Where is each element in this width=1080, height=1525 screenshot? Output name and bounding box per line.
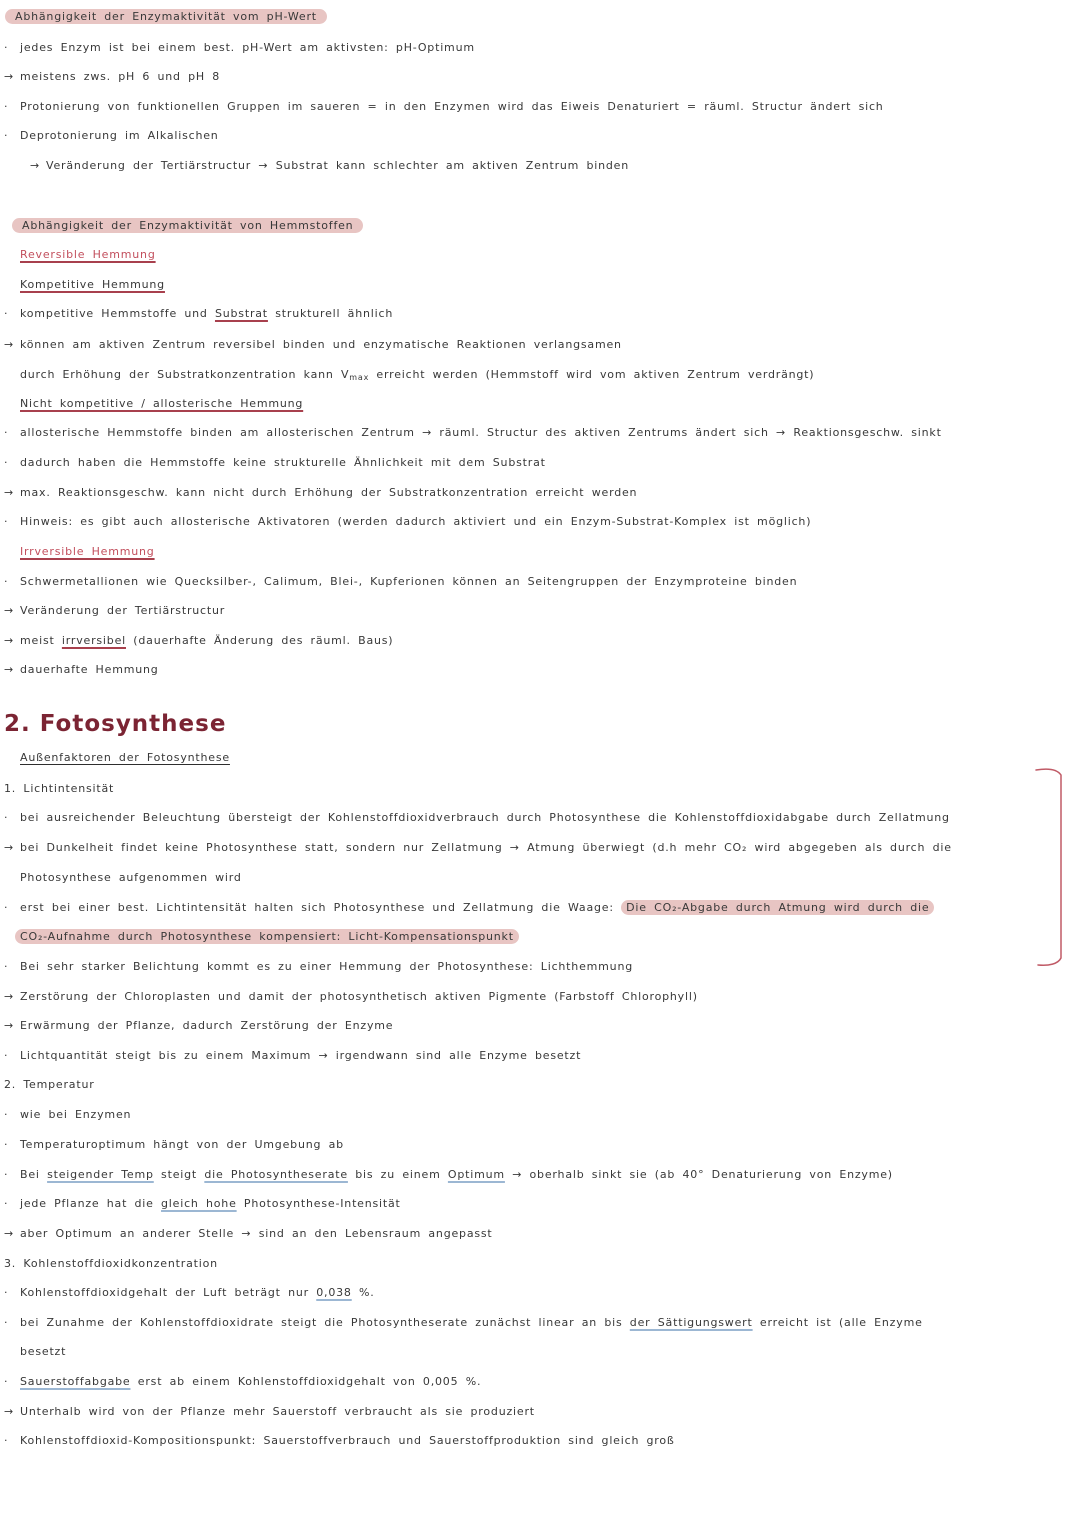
note-line [4,69,220,85]
note-line [4,840,952,856]
note-text: dauerhafte Hemmung [20,663,159,676]
bullet-marker: · [4,129,9,142]
subheading-reversible [20,247,156,263]
highlighted-text: CO₂-Aufnahme durch Photosynthese kompensiert: Licht-Kompensationspunkt [15,929,519,944]
note-line [4,633,393,649]
note-line [4,959,633,975]
note-text: %. [351,1286,375,1299]
highlighted-heading: Abhängigkeit der Enzymaktivität von Hemmstoffen [12,218,363,233]
note-text: Veränderung der Tertiärstructur → Substrat kann schlechter am aktiven Zentrum binden [46,159,630,172]
note-text: Veränderung der Tertiärstructur [20,604,226,617]
section-heading-ph [5,9,327,25]
chapter-title: 2. Fotosynthese [4,711,227,737]
note-line [4,1167,893,1183]
note-line [4,603,225,619]
note-line [4,40,475,56]
bullet-marker: · [4,41,9,54]
note-text: kompetitive Hemmstoffe und [20,307,215,320]
subheading-irreversible [20,544,155,560]
note-text: strukturell ähnlich [267,307,394,320]
note-line [4,455,546,471]
note-text: Schwermetallionen wie Quecksilber-, Calimum, Blei-, Kupferionen können an Seitengruppen der Enzymproteine binden [20,575,798,588]
arrow-marker: → [4,70,15,83]
note-text: erst bei einer best. Lichtintensität halten sich Photosynthese und Zellatmung die Waage: [20,901,622,914]
note-line [4,1048,581,1064]
note-text: meistens zws. pH 6 und pH 8 [20,70,221,83]
note-text: → oberhalb sinkt sie (ab 40° Denaturierung von Enzyme) [504,1168,893,1181]
note-text: allosterische Hemmstoffe binden am allosterischen Zentrum → räuml. Structur des aktiven Zentrums ändert sich → Reaktionsgeschw. sinkt [20,426,942,439]
bullet-marker: · [4,811,9,824]
note-line [4,1404,535,1420]
numbered-heading-text: 1. Lichtintensität [4,782,115,795]
note-line [4,425,942,441]
note-line [4,1196,401,1212]
note-text: bis zu einem [347,1168,448,1181]
note-text: Deprotonierung im Alkalischen [20,129,219,142]
note-text: können am aktiven Zentrum reversibel binden und enzymatische Reaktionen verlangsamen [20,338,622,351]
arrow-marker: → [4,1405,15,1418]
arrow-marker: → [4,663,15,676]
note-line [4,989,698,1005]
bullet-marker: · [4,1168,9,1181]
bullet-marker: · [4,901,9,914]
bullet-marker: · [4,1434,9,1447]
note-line [20,870,242,886]
underlined-term: Sauerstoffabgabe [20,1375,131,1388]
note-line [4,1107,131,1123]
note-text: Photosynthese aufgenommen wird [20,871,242,884]
note-text: meist [20,634,62,647]
underlined-term: irrversibel [61,634,126,647]
note-line [4,485,637,501]
highlighted-text: Die CO₂-Abgabe durch Atmung wird durch die [621,900,934,915]
note-text: besetzt [20,1345,67,1358]
subheading-text: Nicht kompetitive / allosterische Hemmung [20,397,304,410]
note-line [4,1018,393,1034]
right-bracket-icon [1030,764,1070,970]
highlighted-heading: Abhängigkeit der Enzymaktivität vom pH-Wert [5,9,327,24]
numbered-heading [4,781,114,797]
subheading-text: Kompetitive Hemmung [20,278,165,291]
bullet-marker: · [4,1286,9,1299]
note-line [4,1433,675,1449]
bullet-marker: · [4,1138,9,1151]
note-text: Erwärmung der Pflanze, dadurch Zerstörung der Enzyme [20,1019,394,1032]
underlined-term: der Sättigungswert [629,1316,753,1329]
note-line [20,1344,66,1360]
bullet-marker: · [4,515,9,528]
bullet-marker: · [4,426,9,439]
note-line [4,1374,481,1390]
arrow-marker: → [4,841,15,854]
note-text: wie bei Enzymen [20,1108,132,1121]
note-line [4,128,219,144]
note-text: jedes Enzym ist bei einem best. pH-Wert am aktivsten: pH-Optimum [20,41,475,54]
arrow-marker: → [4,1019,15,1032]
note-text: Lichtquantität steigt bis zu einem Maximum → irgendwann sind alle Enzyme besetzt [20,1049,582,1062]
note-line [4,514,811,530]
note-line [4,574,797,590]
note-line [4,1137,344,1153]
bullet-marker: · [4,1108,9,1121]
bullet-marker: · [4,1197,9,1210]
section-heading-inhibitors [12,218,363,234]
numbered-heading-text: 3. Kohlenstoffdioxidkonzentration [4,1257,218,1270]
note-text: steigt [153,1168,205,1181]
underlined-term: die Photosyntheserate [204,1168,348,1181]
note-text: Zerstörung der Chloroplasten und damit der photosynthetisch aktiven Pigmente (Farbstoff Chlorophyll) [20,990,698,1003]
subheading-noncompetitive [20,396,303,412]
subheading-competitive [20,277,165,293]
arrow-marker: → [30,159,41,172]
note-text: jede Pflanze hat die [20,1197,162,1210]
note-line [4,810,950,826]
bullet-marker: · [4,1375,9,1388]
note-text: erreicht werden (Hemmstoff wird vom aktiven Zentrum verdrängt) [369,368,815,381]
note-text: dadurch haben die Hemmstoffe keine strukturelle Ähnlichkeit mit dem Substrat [20,456,546,469]
note-text: Protonierung von funktionellen Gruppen im saueren = in den Enzymen wird das Eiweis Denaturiert = räuml. Structur ändert sich [20,100,884,113]
subheading-text: Irrversible Hemmung [20,545,155,558]
note-text: max. Reaktionsgeschw. kann nicht durch Erhöhung der Substratkonzentration erreicht werden [20,486,638,499]
note-line [4,1226,493,1242]
note-text: durch Erhöhung der Substratkonzentration kann V [20,368,350,381]
note-text: Photosynthese-Intensität [236,1197,401,1210]
bullet-marker: · [4,575,9,588]
note-text: Bei sehr starker Belichtung kommt es zu einer Hemmung der Photosynthese: Lichthemmung [20,960,633,973]
note-line [4,1315,923,1331]
underlined-term: Substrat [214,307,268,320]
subheading-external-factors [20,750,230,766]
note-text: (dauerhafte Änderung des räuml. Baus) [126,634,394,647]
note-text: bei Zunahme der Kohlenstoffdioxidrate steigt die Photosyntheserate zunächst linear an bis [20,1316,630,1329]
underlined-term: steigender Temp [47,1168,154,1181]
note-line [15,929,519,945]
note-text: Unterhalb wird von der Pflanze mehr Sauerstoff verbraucht als sie produziert [20,1405,535,1418]
note-text: Bei [20,1168,48,1181]
note-text: bei Dunkelheit findet keine Photosynthese statt, sondern nur Zellatmung → Atmung überwiegt (d.h mehr CO₂ wird abgegeben als durch die [20,841,952,854]
note-text: Temperaturoptimum hängt von der Umgebung ab [20,1138,344,1151]
arrow-marker: → [4,486,15,499]
underlined-term: gleich hohe [161,1197,237,1210]
bullet-marker: · [4,1316,9,1329]
bullet-marker: · [4,307,9,320]
arrow-marker: → [4,634,15,647]
note-text: erst ab einem Kohlenstoffdioxidgehalt von 0,005 %. [130,1375,482,1388]
note-text: Kohlenstoffdioxid-Kompositionspunkt: Sauerstoffverbrauch und Sauerstoffproduktion sind gleich groß [20,1434,675,1447]
arrow-marker: → [4,604,15,617]
note-text: bei ausreichender Beleuchtung übersteigt der Kohlenstoffdioxidverbrauch durch Photosynthese die Kohlenstoffdioxidabgabe durch Zellatmung [20,811,950,824]
arrow-marker: → [4,338,15,351]
note-line [4,306,393,322]
underlined-term: Optimum [447,1168,505,1181]
note-line [20,367,814,383]
subscript-text: max [349,373,370,382]
bullet-marker: · [4,1049,9,1062]
note-text: Hinweis: es gibt auch allosterische Aktivatoren (werden dadurch aktiviert und ein Enzym-Substrat-Komplex ist möglich) [20,515,812,528]
numbered-heading-text: 2. Temperatur [4,1078,95,1091]
note-line [4,900,934,916]
note-line [4,1285,375,1301]
underlined-term: 0,038 [316,1286,352,1299]
bullet-marker: · [4,960,9,973]
note-line [4,99,884,115]
note-text: aber Optimum an anderer Stelle → sind an den Lebensraum angepasst [20,1227,493,1240]
note-line [4,337,622,353]
note-text: erreicht ist (alle Enzyme [752,1316,923,1329]
subheading-text: Reversible Hemmung [20,248,156,261]
numbered-heading [4,1256,218,1272]
note-line [30,158,629,174]
numbered-heading [4,1077,95,1093]
arrow-marker: → [4,990,15,1003]
bullet-marker: · [4,100,9,113]
arrow-marker: → [4,1227,15,1240]
note-line [4,662,159,678]
subheading-text: Außenfaktoren der Fotosynthese [20,751,230,764]
bullet-marker: · [4,456,9,469]
note-text: Kohlenstoffdioxidgehalt der Luft beträgt nur [20,1286,317,1299]
